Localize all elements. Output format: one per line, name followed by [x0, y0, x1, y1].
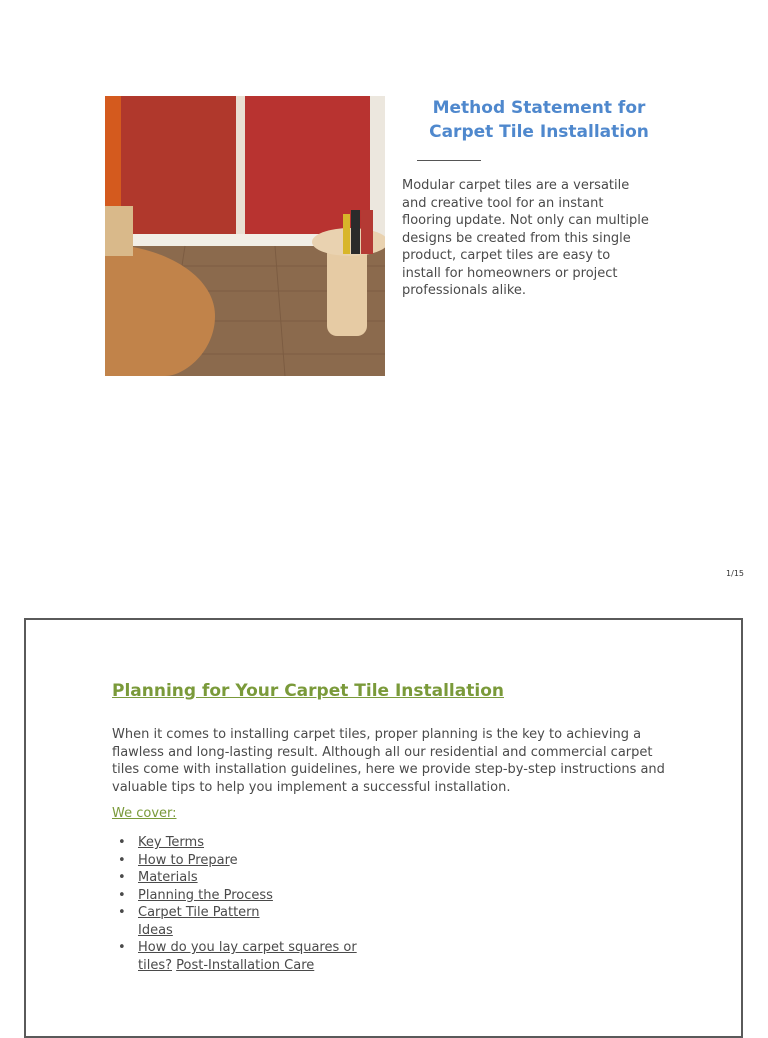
- document-title-line-1: Method Statement for: [432, 98, 646, 118]
- planning-paragraph: When it comes to installing carpet tiles, proper planning is the key to achieving a flawless and long-lasting result. Although all our residential and commercial carpet tiles come with installation guidelines, here we provide step-by-step instructions and valuable tips to help you implement a successful installation.: [112, 727, 665, 795]
- page-number: 1/15: [726, 569, 744, 578]
- intro-paragraph: Modular carpet tiles are a versatile and creative tool for an instant flooring update. Not only can multiple designs be created from this single product, carpet tiles are easy to install for homeowners or project professionals alike.: [402, 178, 649, 298]
- toc-item: [112, 834, 378, 852]
- carpet-room-photo: [105, 96, 385, 376]
- toc-link-post-installation[interactable]: Post-Installation Care: [176, 957, 315, 973]
- bullet-icon: •: [118, 870, 126, 885]
- table-of-contents: [112, 834, 378, 974]
- bullet-icon: •: [118, 905, 126, 920]
- we-cover-link[interactable]: We cover:: [112, 806, 177, 821]
- bullet-icon: •: [118, 887, 126, 903]
- toc-item: [112, 887, 378, 905]
- document-title: [404, 96, 674, 144]
- toc-link-how-to-lay[interactable]: How do you lay carpet squares or tiles?: [138, 940, 357, 973]
- toc-link-pattern-ideas[interactable]: Carpet Tile Pattern Ideas: [138, 905, 260, 938]
- document-title-line-2: Carpet Tile Installation: [429, 122, 649, 142]
- toc-link-trailing-text: e: [229, 852, 238, 868]
- toc-link-materials[interactable]: Materials: [138, 870, 198, 885]
- toc-item: [112, 869, 378, 887]
- bullet-icon: •: [118, 835, 126, 850]
- toc-item: [112, 904, 288, 939]
- toc-link-how-to-prepare[interactable]: How to Prepar: [138, 852, 230, 868]
- toc-item: [112, 939, 378, 974]
- bullet-icon: •: [118, 940, 126, 955]
- bullet-icon: •: [118, 852, 126, 868]
- toc-link-key-terms[interactable]: Key Terms: [138, 835, 204, 850]
- toc-item: [112, 852, 378, 870]
- section-heading[interactable]: Planning for Your Carpet Tile Installation: [112, 681, 504, 701]
- document-page-2: [24, 618, 743, 1038]
- title-divider: [417, 160, 481, 161]
- toc-link-planning-process[interactable]: Planning the Process: [138, 887, 273, 903]
